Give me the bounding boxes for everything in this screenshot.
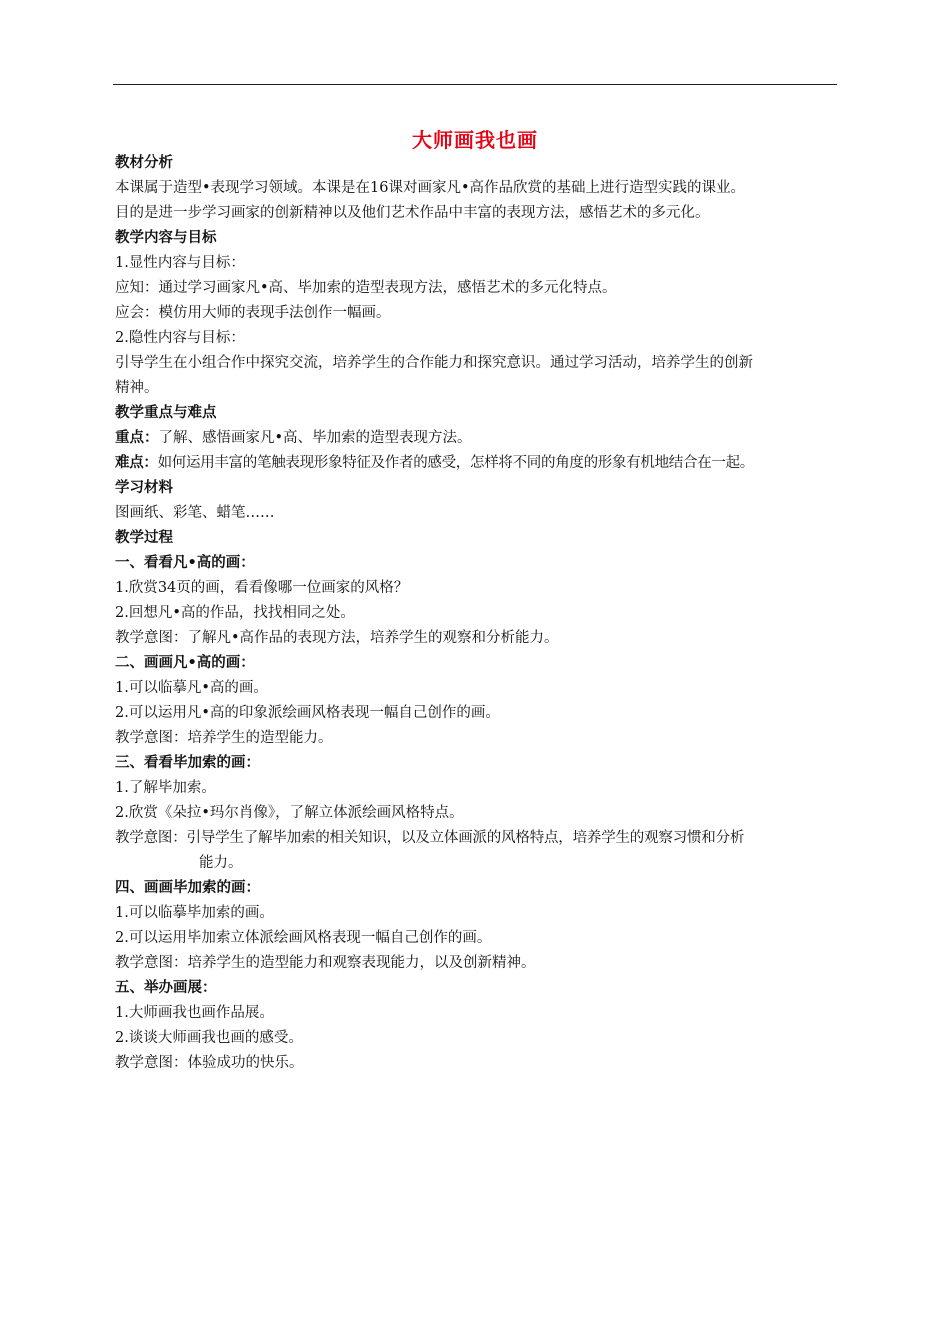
step-1-line-1: 1.欣赏34页的画，看看像哪一位画家的风格？ bbox=[115, 580, 409, 596]
goals-implicit-line-2: 精神。 bbox=[115, 380, 159, 396]
materials-text: 图画纸、彩笔、蜡笔…… bbox=[115, 505, 275, 521]
goals-explicit-title: 1.显性内容与目标： bbox=[115, 255, 245, 271]
goals-know: 应知：通过学习画家凡•高、毕加索的造型表现方法，感悟艺术的多元化特点。 bbox=[115, 280, 617, 296]
step-5-heading: 五、举办画展： bbox=[115, 980, 217, 996]
document-body bbox=[115, 151, 845, 1076]
step-2-intent: 教学意图：培养学生的造型能力。 bbox=[115, 730, 333, 746]
analysis-line-2: 目的是进一步学习画家的创新精神以及他们艺术作品中丰富的表现方法，感悟艺术的多元化。 bbox=[115, 205, 710, 221]
key-label: 重点： bbox=[115, 430, 159, 446]
step-2-line-1: 1.可以临摹凡•高的画。 bbox=[115, 680, 268, 696]
step-4-heading: 四、画画毕加索的画： bbox=[115, 880, 260, 896]
header-rule bbox=[113, 84, 837, 85]
heading-process: 教学过程 bbox=[115, 530, 173, 546]
heading-goals: 教学内容与目标 bbox=[115, 230, 217, 246]
analysis-line-1: 本课属于造型•表现学习领域。本课是在16课对画家凡•高作品欣赏的基础上进行造型实践的课业。 bbox=[115, 180, 746, 196]
heading-key: 教学重点与难点 bbox=[115, 405, 217, 421]
goals-implicit-title: 2.隐性内容与目标： bbox=[115, 330, 245, 346]
step-4-line-2: 2.可以运用毕加索立体派绘画风格表现一幅自己创作的画。 bbox=[115, 930, 492, 946]
difficulty-point bbox=[115, 451, 845, 476]
goals-can: 应会：模仿用大师的表现手法创作一幅画。 bbox=[115, 305, 391, 321]
step-5-line-2: 2.谈谈大师画我也画的感受。 bbox=[115, 1030, 303, 1046]
step-5-line-1: 1.大师画我也画作品展。 bbox=[115, 1005, 274, 1021]
step-3-heading: 三、看看毕加索的画： bbox=[115, 755, 260, 771]
step-1-intent: 教学意图：了解凡•高作品的表现方法，培养学生的观察和分析能力。 bbox=[115, 630, 559, 646]
step-3-intent-2: 能力。 bbox=[199, 855, 243, 871]
difficulty-label: 难点： bbox=[115, 455, 158, 471]
step-4-intent: 教学意图：培养学生的造型能力和观察表现能力，以及创新精神。 bbox=[115, 955, 536, 971]
step-3-intent-1: 教学意图：引导学生了解毕加索的相关知识，以及立体画派的风格特点，培养学生的观察习惯和分析 bbox=[115, 830, 745, 846]
step-3-line-2: 2.欣赏《朵拉•玛尔肖像》，了解立体派绘画风格特点。 bbox=[115, 805, 464, 821]
step-3-line-1: 1.了解毕加索。 bbox=[115, 780, 216, 796]
step-2-line-2: 2.可以运用凡•高的印象派绘画风格表现一幅自己创作的画。 bbox=[115, 705, 500, 721]
step-2-heading: 二、画画凡•高的画： bbox=[115, 655, 255, 671]
step-1-line-2: 2.回想凡•高的作品，找找相同之处。 bbox=[115, 605, 355, 621]
key-point bbox=[115, 426, 845, 451]
heading-materials: 学习材料 bbox=[115, 480, 173, 496]
heading-analysis: 教材分析 bbox=[115, 155, 173, 171]
step-4-line-1: 1.可以临摹毕加索的画。 bbox=[115, 905, 274, 921]
goals-implicit-line-1: 引导学生在小组合作中探究交流，培养学生的合作能力和探究意识。通过学习活动，培养学生的创新 bbox=[115, 355, 753, 371]
document-title: 大师画我也画 bbox=[412, 128, 538, 152]
step-5-intent: 教学意图：体验成功的快乐。 bbox=[115, 1055, 304, 1071]
key-text: 了解、感悟画家凡•高、毕加索的造型表现方法。 bbox=[158, 430, 472, 446]
difficulty-text: 如何运用丰富的笔触表现形象特征及作者的感受，怎样将不同的角度的形象有机地结合在一起。 bbox=[157, 455, 755, 471]
step-1-heading: 一、看看凡•高的画： bbox=[115, 555, 255, 571]
